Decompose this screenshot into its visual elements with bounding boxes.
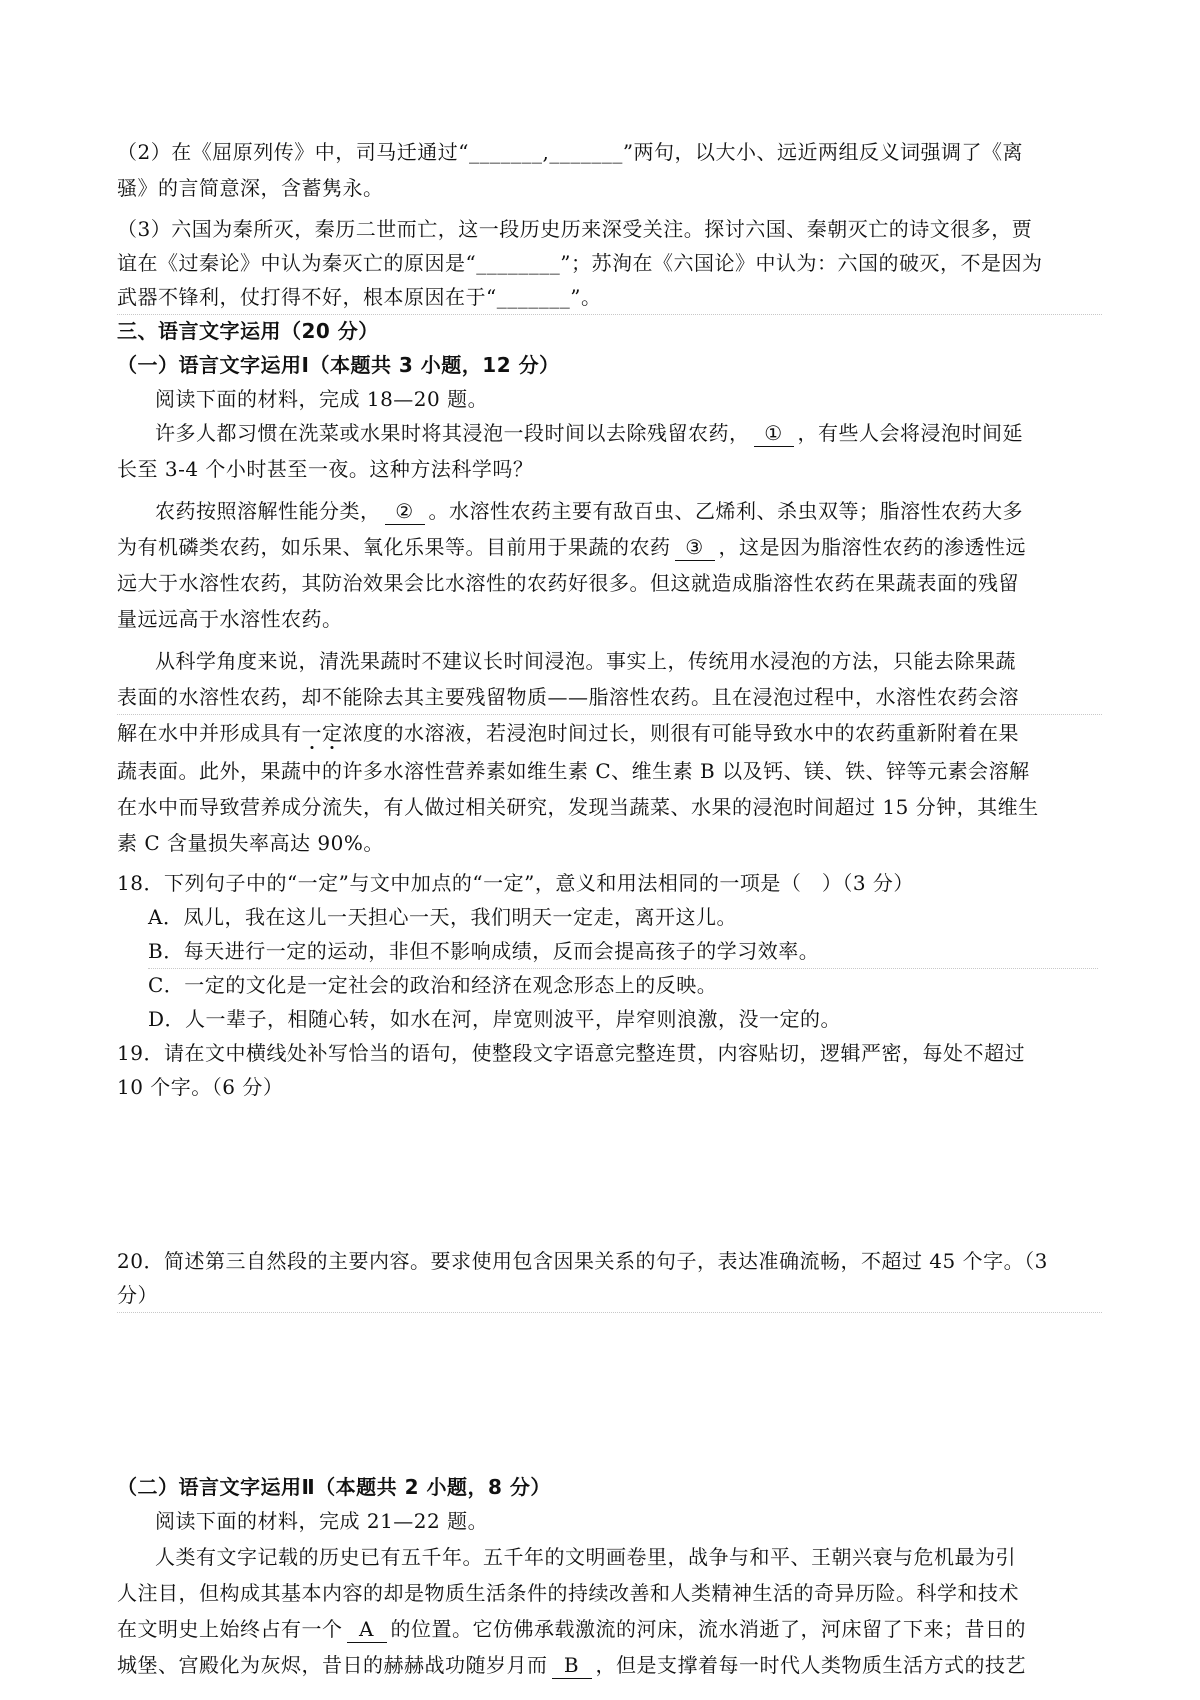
- text: （2）在《屈原列传》中，司马迁通过“: [117, 140, 469, 164]
- passage1-para2-line2: [117, 530, 1102, 564]
- passage2-line3: [117, 1612, 1102, 1646]
- q18-stem: 18．下列句子中的“一定”与文中加点的“一定”，意义和用法相同的一项是（ ）（3 分）: [117, 871, 914, 895]
- blank-b: B: [552, 1652, 592, 1679]
- passage2-line2: 人注目，但构成其基本内容的却是物质生活条件的持续改善和人类精神生活的奇异历险。科学和技术: [117, 1581, 1019, 1605]
- passage1-para1-line1: [155, 416, 1102, 450]
- passage2-line4: [117, 1648, 1102, 1682]
- text: 浓度的水溶液，若浸泡时间过长，则很有可能导致水中的农药重新附着在果: [342, 721, 1019, 745]
- blank-a: A: [347, 1616, 387, 1643]
- text: 为有机磷类农药，如乐果、氧化乐果等。目前用于果蔬的农药: [117, 535, 671, 559]
- text: 城堡、宫殿化为灰烬，昔日的赫赫战功随岁月而: [117, 1653, 548, 1677]
- q17-3-line1: （3）六国为秦所灭，秦历二世而亡，这一段历史历来深受关注。探讨六国、秦朝灭亡的诗文很多，贾: [117, 217, 1033, 241]
- passage1-para3-line1: 从科学角度来说，清洗果蔬时不建议长时间浸泡。事实上，传统用水浸泡的方法，只能去除果蔬: [155, 649, 1016, 673]
- text: ，有些人会将浸泡时间延: [797, 421, 1023, 445]
- text: 的位置。它仿佛承载激流的河床，流水消逝了，河床留了下来；昔日的: [390, 1617, 1026, 1641]
- q18-option-c: C．一定的文化是一定社会的政治和经济在观念形态上的反映。: [148, 973, 718, 997]
- passage1-para2-line1: [155, 494, 1102, 528]
- blank-1: ①: [754, 420, 794, 447]
- text: 谊在《过秦论》中认为秦灭亡的原因是“: [117, 251, 477, 275]
- q17-3-line3: [117, 280, 1102, 315]
- section-title: 三、语言文字运用（20 分）: [117, 319, 379, 343]
- q18-option-a: A．凤儿，我在这儿一天担心一天，我们明天一定走，离开这儿。: [148, 905, 737, 929]
- part2-title: （二）语言文字运用Ⅱ（本题共 2 小题，8 分）: [117, 1475, 551, 1499]
- text: 解在水中并形成具有: [117, 721, 302, 745]
- text: ”两句，以大小、远近两组反义词强调了《离: [622, 140, 1024, 164]
- text: 。水溶性农药主要有敌百虫、乙烯利、杀虫双等；脂溶性农药大多: [428, 499, 1023, 523]
- passage2-line1: 人类有文字记载的历史已有五千年。五千年的文明画卷里，战争与和平、王朝兴衰与危机最为引: [155, 1545, 1016, 1569]
- q18-option-d: D．人一辈子，相随心转，如水在河，岸宽则波平，岸窄则浪激，没一定的。: [148, 1007, 842, 1031]
- q18-option-b: B．每天进行一定的运动，非但不影响成绩，反而会提高孩子的学习效率。: [148, 934, 1098, 969]
- q20-line2: 分）: [117, 1278, 1102, 1313]
- part1-instruction: 阅读下面的材料，完成 18—20 题。: [155, 387, 489, 411]
- part2-instruction: 阅读下面的材料，完成 21—22 题。: [155, 1509, 489, 1533]
- q17-2-line1: [117, 135, 1102, 169]
- text: ，但是支撑着每一时代人类物质生活方式的技艺: [595, 1653, 1026, 1677]
- text: ，这是因为脂溶性农药的渗透性远: [718, 535, 1026, 559]
- passage1-para2-line3: 远大于水溶性农药，其防治效果会比水溶性的农药好很多。但这就造成脂溶性农药在果蔬表面的残留: [117, 571, 1019, 595]
- q17-3-line2: [117, 246, 1102, 280]
- part1-title: （一）语言文字运用Ⅰ（本题共 3 小题，12 分）: [117, 353, 560, 377]
- text: ,: [542, 140, 550, 164]
- text: 农药按照溶解性能分类，: [155, 499, 381, 523]
- q19-line2: 10 个字。（6 分）: [117, 1075, 284, 1099]
- q20-line1: 20．简述第三自然段的主要内容。要求使用包含因果关系的句子，表达准确流畅，不超过 45 个字。（3: [117, 1249, 1048, 1273]
- passage1-para3-line3: [117, 716, 1102, 750]
- text: 武器不锋利，仗打得不好，根本原因在于“: [117, 285, 497, 309]
- fill-blank: _______: [549, 140, 623, 164]
- dotted-char: 一: [301, 721, 322, 745]
- dotted-char: 定: [322, 721, 343, 745]
- q19-line1: 19．请在文中横线处补写恰当的语句，使整段文字语意完整连贯，内容贴切，逻辑严密，每处不超过: [117, 1041, 1025, 1065]
- passage1-para2-line4: 量远远高于水溶性农药。: [117, 607, 343, 631]
- passage1-para3-line4: 蔬表面。此外，果蔬中的许多水溶性营养素如维生素 C、维生素 B 以及钙、镁、铁、锌等元素会溶解: [117, 759, 1030, 783]
- text: 在文明史上始终占有一个: [117, 1617, 343, 1641]
- text: ”；苏洵在《六国论》中认为：六国的破灭，不是因为: [560, 251, 1043, 275]
- passage1-para3-line2: 表面的水溶性农药，却不能除去其主要残留物质——脂溶性农药。且在浸泡过程中，水溶性农药会溶: [117, 680, 1102, 715]
- text: 许多人都习惯在洗菜或水果时将其浸泡一段时间以去除残留农药，: [155, 421, 750, 445]
- fill-blank: ________: [476, 251, 561, 275]
- text: ”。: [570, 285, 602, 309]
- passage1-para3-line5: 在水中而导致营养成分流失，有人做过相关研究，发现当蔬菜、水果的浸泡时间超过 15 分钟，其维生: [117, 795, 1039, 819]
- fill-blank: _______: [468, 140, 543, 164]
- q17-2-line2: 骚》的言简意深，含蓄隽永。: [117, 176, 384, 200]
- fill-blank: _______: [496, 285, 571, 309]
- passage1-para1-line2: 长至 3-4 个小时甚至一夜。这种方法科学吗？: [117, 457, 534, 481]
- passage1-para3-line6: 素 C 含量损失率高达 90%。: [117, 831, 384, 855]
- blank-2: ②: [385, 498, 425, 525]
- blank-3: ③: [675, 534, 715, 561]
